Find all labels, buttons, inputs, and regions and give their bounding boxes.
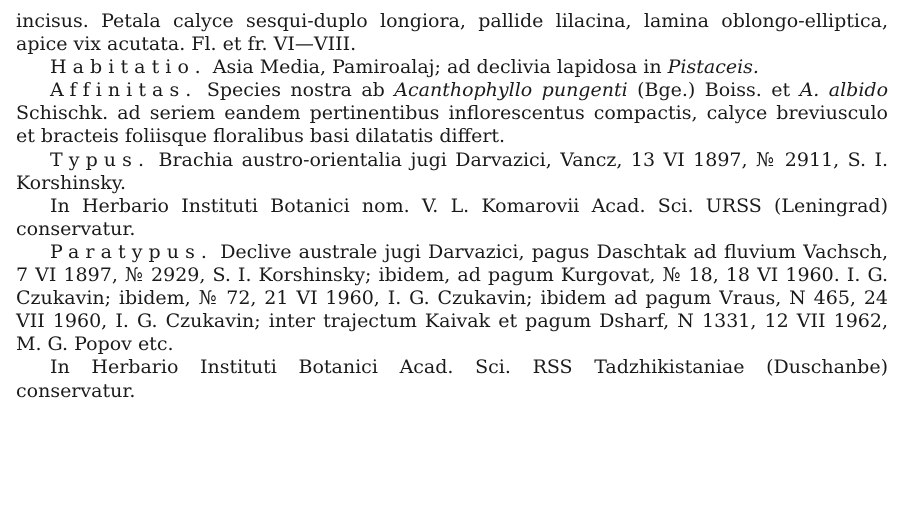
body-text: Asia Media, Pamiroalaj; ad declivia lapidosa in [206,56,668,79]
body-text: Schischk. ad seriem eandem pertinentibus inflorescentus compactis, calyce breviusculo et bracteis foliisque floralibus basi dilatatis differt. [16,102,888,148]
italic-text: Acanthophyllo pungenti [394,79,628,102]
paragraph [16,241,888,356]
body-text: incisus. Petala calyce sesqui-duplo longiora, pallide lilacina, lamina oblongo-elliptica, apice vix acutata. Fl. et fr. VI—VIII. [16,10,888,56]
section-heading-spaced: Typus. [50,148,151,171]
paragraph [16,195,888,241]
body-text: (Bge.) Boiss. et [627,79,800,102]
italic-text: A. albido [799,79,889,102]
body-text: Brachia austro-orientalia jugi Darvazici, Vancz, 13 VI 1897, № 2911, S. I. Korshinsky. [16,148,888,194]
paragraph [16,149,888,195]
body-text: In Herbario Instituti Botanici nom. V. L. Komarovii Acad. Sci. URSS (Leningrad) conservatur. [16,194,888,240]
section-heading-spaced: Affinitas. [50,79,198,102]
paragraph [16,56,888,79]
paragraph [16,79,888,148]
section-heading-spaced: Habitatio. [50,56,207,79]
paragraph [16,10,888,56]
body-text: Declive australe jugi Darvazici, pagus Daschtak ad fluvium Vachsch, 7 VI 1897, № 2929, S. I. Korshinsky; ibidem, ad pagum Kurgovat, № 18, 18 VI 1960. I. G. Czukavin; ibidem, № 72, 21 VI 1960, I. G. Czukavin; ibidem ad pagum Vraus, N 465, 24 VII 1960, I. G. Czukavin; inter trajectum Kaivak et pagum Dsharf, N 1331, 12 VII 1962, M. G. Popov etc. [16,240,888,356]
section-heading-spaced: Paratypus. [50,240,214,263]
body-text: Species nostra ab [197,79,395,102]
body-text: In Herbario Instituti Botanici Acad. Sci. RSS Tadzhikistaniae (Duschanbe) conservatur. [16,356,888,402]
italic-text: Pistaceis. [667,56,759,79]
paragraph [16,356,888,402]
